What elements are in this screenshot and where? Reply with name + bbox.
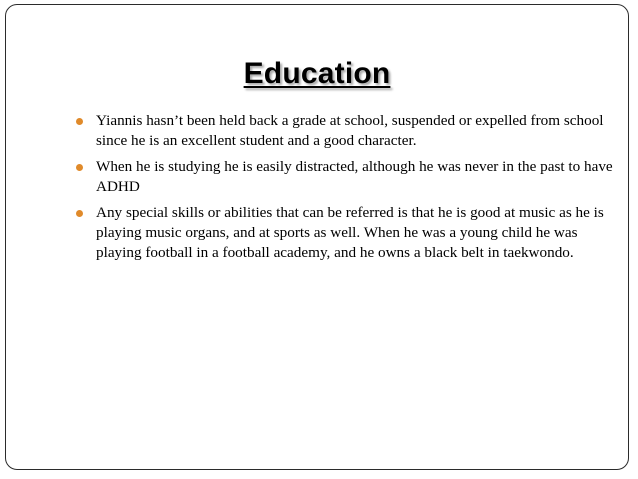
bullet-dot-icon (76, 164, 83, 171)
bullet-item (76, 203, 616, 263)
bullet-item (76, 157, 616, 197)
bullet-list (76, 111, 616, 269)
slide-frame (5, 4, 629, 470)
bullet-text: Yiannis hasn’t been held back a grade at school, suspended or expelled from school since he is an excellent student and a good character. (96, 112, 604, 149)
bullet-text: Any special skills or abilities that can be referred is that he is good at music as he is playing music organs, and at sports as well. When he was a young child he was playing football in a football academy, and he owns a black belt in taekwondo. (96, 204, 604, 261)
bullet-text: When he is studying he is easily distracted, although he was never in the past to have ADHD (96, 158, 613, 195)
bullet-dot-icon (76, 210, 83, 217)
bullet-dot-icon (76, 118, 83, 125)
slide-title: Education (243, 57, 391, 90)
bullet-item (76, 111, 616, 151)
